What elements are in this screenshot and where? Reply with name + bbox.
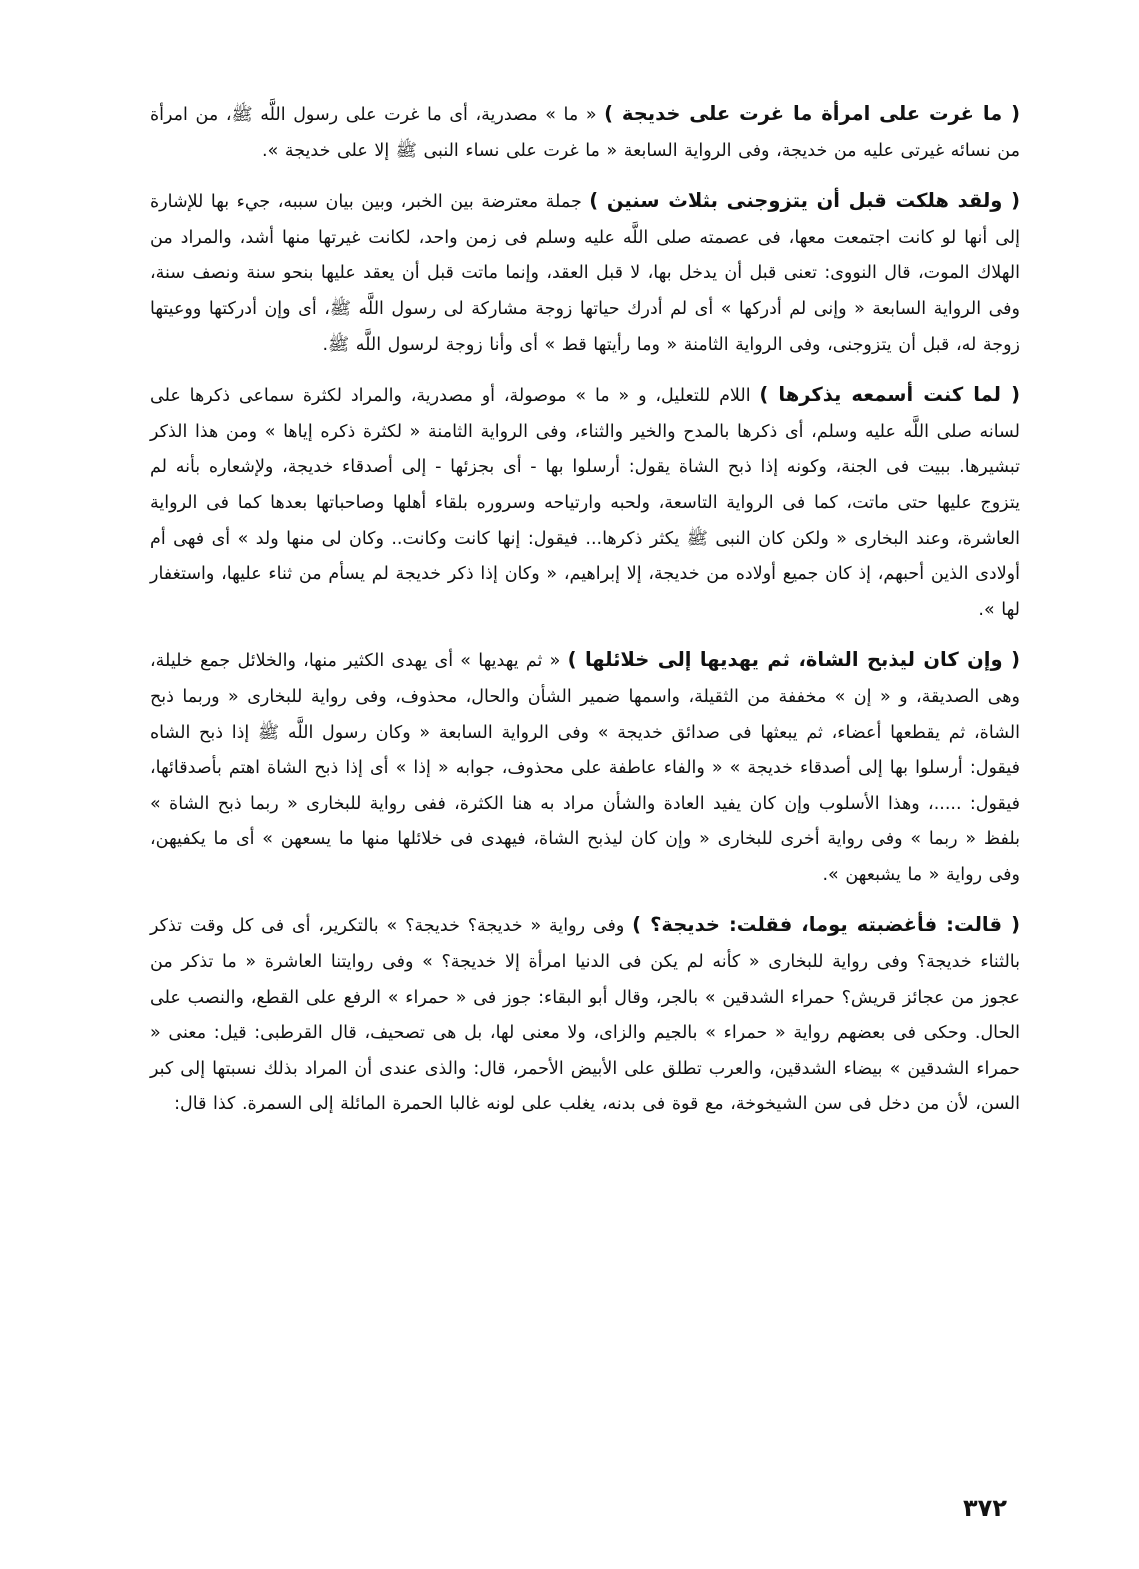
paragraph-body: « ما » مصدرية، أى ما غرت على رسول اللَّه ﷺ، من امرأة من نسائه غيرتى عليه من خديجة، وفى الرواية السابعة « ما غرت على نساء النبى ﷺ إلا على خديجة ».: [150, 105, 1020, 161]
paragraph-lead: ( ما غرت على امرأة ما غرت على خديجة ): [604, 102, 1020, 125]
paragraph-body: جملة معترضة بين الخبر، وبين بيان سببه، جيء بها للإشارة إلى أنها لو كانت اجتمعت معها، فى عصمته صلى اللَّه عليه وسلم فى زمن واحد، لكانت غيرتها منها أشد، والمراد من الهلاك الموت، قال النووى: تعنى قبل أن يدخل بها، لا قبل العقد، وإنما ماتت قبل أن يعقد عليها بنحو سنة ونصف سنة، وفى الرواية السابعة « وإنى لم أدركها » أى لم أدرك حياتها زوجة مشاركة لى رسول اللَّه ﷺ، أى وإن أدركتها ووعيتها زوجة له، قبل أن يتزوجنى، وفى الرواية الثامنة « وما رأيتها قط » أى وأنا زوجة لرسول اللَّه ﷺ.: [150, 192, 1020, 355]
paragraph-body: اللام للتعليل، و « ما » موصولة، أو مصدرية، والمراد لكثرة سماعى ذكرها على لسانه صلى اللَّه عليه وسلم، أى ذكرها بالمدح والخير والثناء، وفى الرواية الثامنة « لكثرة ذكره إياها » ومن هذا الذكر تبشيرها. ببيت فى الجنة، وكونه إذا ذبح الشاة يقول: أرسلوا بها - أى بجزئها - إلى أصدقاء خديجة، ولإشعاره بأنه لم يتزوج عليها حتى ماتت، كما فى الرواية التاسعة، ولحبه وارتياحه وسروره بلقاء أهلها وصاحباتها بعدها كما فى الرواية العاشرة، وعند البخارى « ولكن كان النبى ﷺ يكثر ذكرها... فيقول: إنها كانت وكانت.. وكان لى منها ولد » أى فهى أم أولادى الذين أحبهم، إذ كان جميع أولاده من خديجة، إلا إبراهيم، « وكان إذا ذكر خديجة لم يسأم من ثناء عليها، واستغفار لها ».: [150, 386, 1020, 620]
paragraph-body: « ثم يهديها » أى يهدى الكثير منها، والخلائل جمع خليلة، وهى الصديقة، و « إن » مخففة من الثقيلة، واسمها ضمير الشأن والحال، محذوف، وفى رواية للبخارى « وربما ذبح الشاة، ثم يقطعها أعضاء، ثم يبعثها فى صدائق خديجة » وفى الرواية السابعة « وكان رسول اللَّه ﷺ إذا ذبح الشاه فيقول: أرسلوا بها إلى أصدقاء خديجة » « والفاء عاطفة على محذوف، جوابه « إذا » أى إذا ذبح الشاة اهتم بأصدقائها، فيقول: .....، وهذا الأسلوب وإن كان يفيد العادة والشأن مراد به هنا الكثرة، ففى رواية للبخارى « ربما ذبح الشاة » بلفظ « ربما » وفى رواية أخرى للبخارى « وإن كان ليذبح الشاة، فيهدى فى خلائلها منها ما يسعهن » أى ما يكفيهن، وفى رواية « ما يشبعهن ».: [150, 651, 1020, 885]
paragraph-3: [150, 377, 1020, 628]
page-number: ٣٧٢: [963, 1494, 1007, 1522]
paragraph-body: وفى رواية « خديجة؟ خديجة؟ » بالتكرير، أى فى كل وقت تذكر بالثناء خديجة؟ وفى رواية للبخارى « كأنه لم يكن فى الدنيا امرأة إلا خديجة؟ » وفى روايتنا العاشرة « ما تذكر من عجوز من عجائز قريش؟ حمراء الشدقين » بالجر، وقال أبو البقاء: جوز فى « حمراء » الرفع على القطع، والنصب على الحال. وحكى فى بعضهم رواية « حمراء » بالجيم والزاى، ولا معنى لها، بل هى تصحيف، قال القرطبى: قيل: معنى « حمراء الشدقين » بيضاء الشدقين، والعرب تطلق على الأبيض الأحمر، قال: والذى عندى أن المراد بذلك نسبتها إلى كبر السن، لأن من دخل فى سن الشيخوخة، مع قوة فى بدنه، يغلب على لونه غالبا الحمرة المائلة إلى السمرة. كذا قال:: [150, 916, 1020, 1115]
paragraph-2: [150, 183, 1020, 363]
paragraph-4: [150, 642, 1020, 893]
paragraph-lead: ( وإن كان ليذبح الشاة، ثم يهديها إلى خلائلها ): [567, 648, 1020, 672]
paragraph-lead: ( ولقد هلكت قبل أن يتزوجنى بثلاث سنين ): [589, 189, 1021, 213]
paragraph-5: [150, 907, 1020, 1123]
paragraph-lead: ( لما كنت أسمعه يذكرها ): [759, 383, 1020, 407]
paragraph-lead: ( قالت: فأغضبته يوما، فقلت: خديجة؟ ): [632, 913, 1020, 937]
document-page: [150, 96, 1020, 1496]
paragraph-1: [150, 96, 1020, 169]
